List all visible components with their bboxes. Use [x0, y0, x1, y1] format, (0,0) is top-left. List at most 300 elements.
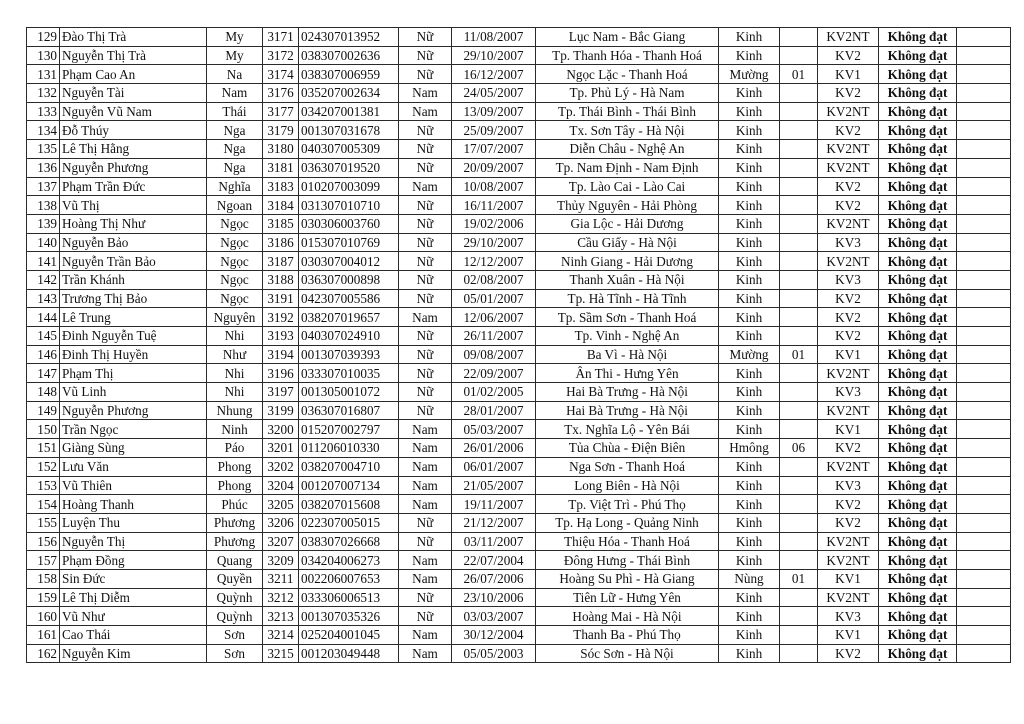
ethnicity-cell: Kinh — [719, 289, 780, 308]
gender-cell: Nữ — [399, 607, 452, 626]
table-row — [27, 457, 1011, 476]
birth-date-cell: 23/10/2006 — [452, 588, 536, 607]
birth-place-cell: Tp. Hạ Long - Quảng Ninh — [536, 513, 719, 532]
result-cell: Không đạt — [879, 252, 957, 271]
gender-cell: Nữ — [399, 140, 452, 159]
birth-place-cell: Tp. Thái Bình - Thái Bình — [536, 102, 719, 121]
result-cell: Không đạt — [879, 345, 957, 364]
birth-date-cell: 02/08/2007 — [452, 270, 536, 289]
area-code-cell: KV2NT — [818, 214, 879, 233]
last-name-cell: Đào Thị Trà — [60, 28, 207, 47]
first-name-cell: Thái — [207, 102, 263, 121]
result-cell: Không đạt — [879, 140, 957, 159]
result-cell: Không đạt — [879, 270, 957, 289]
gender-cell: Nữ — [399, 121, 452, 140]
ethnicity-cell: Kinh — [719, 532, 780, 551]
area-code-cell: KV2 — [818, 644, 879, 663]
gender-cell: Nữ — [399, 327, 452, 346]
id-number-cell: 001307035326 — [299, 607, 399, 626]
id-number-cell: 038307002636 — [299, 46, 399, 65]
last-name-cell: Phạm Đồng — [60, 551, 207, 570]
gender-cell: Nam — [399, 177, 452, 196]
id-number-cell: 038307006959 — [299, 65, 399, 84]
last-name-cell: Luyện Thu — [60, 513, 207, 532]
id-number-cell: 036307016807 — [299, 401, 399, 420]
first-name-cell: Ngọc — [207, 214, 263, 233]
last-name-cell: Đỗ Thúy — [60, 121, 207, 140]
notes-cell — [957, 196, 1011, 215]
ethnicity-cell: Kinh — [719, 308, 780, 327]
table-row — [27, 364, 1011, 383]
ethnicity-cell: Kinh — [719, 420, 780, 439]
first-name-cell: Phong — [207, 476, 263, 495]
notes-cell — [957, 140, 1011, 159]
birth-place-cell: Tp. Nam Định - Nam Định — [536, 158, 719, 177]
birth-date-cell: 06/01/2007 — [452, 457, 536, 476]
priority-code-cell — [780, 196, 818, 215]
first-name-cell: My — [207, 46, 263, 65]
birth-date-cell: 30/12/2004 — [452, 626, 536, 645]
priority-code-cell — [780, 420, 818, 439]
notes-cell — [957, 158, 1011, 177]
birth-date-cell: 19/11/2007 — [452, 495, 536, 514]
notes-cell — [957, 233, 1011, 252]
table-row — [27, 214, 1011, 233]
birth-date-cell: 26/07/2006 — [452, 569, 536, 588]
birth-place-cell: Tp. Sầm Sơn - Thanh Hoá — [536, 308, 719, 327]
notes-cell — [957, 644, 1011, 663]
first-name-cell: Nga — [207, 140, 263, 159]
gender-cell: Nữ — [399, 233, 452, 252]
table-row — [27, 327, 1011, 346]
id-number-cell: 033306006513 — [299, 588, 399, 607]
priority-code-cell — [780, 84, 818, 103]
notes-cell — [957, 65, 1011, 84]
last-name-cell: Trần Ngọc — [60, 420, 207, 439]
table-row — [27, 177, 1011, 196]
result-cell: Không đạt — [879, 644, 957, 663]
first-name-cell: Ngọc — [207, 252, 263, 271]
id-number-cell: 030307004012 — [299, 252, 399, 271]
result-cell: Không đạt — [879, 588, 957, 607]
birth-place-cell: Tp. Hà Tĩnh - Hà Tĩnh — [536, 289, 719, 308]
birth-date-cell: 03/03/2007 — [452, 607, 536, 626]
last-name-cell: Nguyễn Thị Trà — [60, 46, 207, 65]
candidate-rows — [27, 28, 1011, 663]
last-name-cell: Nguyễn Trần Bảo — [60, 252, 207, 271]
priority-code-cell — [780, 551, 818, 570]
id-number-cell: 015307010769 — [299, 233, 399, 252]
candidate-number-cell: 3192 — [263, 308, 299, 327]
notes-cell — [957, 345, 1011, 364]
table-row — [27, 102, 1011, 121]
last-name-cell: Nguyễn Vũ Nam — [60, 102, 207, 121]
candidate-number-cell: 3187 — [263, 252, 299, 271]
ethnicity-cell: Kinh — [719, 46, 780, 65]
priority-code-cell — [780, 476, 818, 495]
candidate-number-cell: 3209 — [263, 551, 299, 570]
id-number-cell: 001307039393 — [299, 345, 399, 364]
id-number-cell: 030306003760 — [299, 214, 399, 233]
ethnicity-cell: Kinh — [719, 495, 780, 514]
notes-cell — [957, 252, 1011, 271]
ethnicity-cell: Kinh — [719, 270, 780, 289]
notes-cell — [957, 607, 1011, 626]
result-cell: Không đạt — [879, 46, 957, 65]
row-number-cell: 154 — [27, 495, 60, 514]
area-code-cell: KV2 — [818, 439, 879, 458]
row-number-cell: 159 — [27, 588, 60, 607]
table-row — [27, 626, 1011, 645]
gender-cell: Nữ — [399, 345, 452, 364]
gender-cell: Nam — [399, 102, 452, 121]
candidate-number-cell: 3196 — [263, 364, 299, 383]
candidate-number-cell: 3211 — [263, 569, 299, 588]
last-name-cell: Hoàng Thị Như — [60, 214, 207, 233]
birth-place-cell: Cầu Giấy - Hà Nội — [536, 233, 719, 252]
last-name-cell: Hoàng Thanh — [60, 495, 207, 514]
first-name-cell: Phong — [207, 457, 263, 476]
area-code-cell: KV3 — [818, 476, 879, 495]
last-name-cell: Cao Thái — [60, 626, 207, 645]
first-name-cell: Nhung — [207, 401, 263, 420]
row-number-cell: 135 — [27, 140, 60, 159]
priority-code-cell — [780, 214, 818, 233]
priority-code-cell — [780, 46, 818, 65]
priority-code-cell — [780, 270, 818, 289]
notes-cell — [957, 626, 1011, 645]
result-cell: Không đạt — [879, 364, 957, 383]
first-name-cell: Sơn — [207, 644, 263, 663]
birth-place-cell: Lục Nam - Bắc Giang — [536, 28, 719, 47]
id-number-cell: 015207002797 — [299, 420, 399, 439]
area-code-cell: KV2 — [818, 289, 879, 308]
first-name-cell: Nhi — [207, 383, 263, 402]
notes-cell — [957, 383, 1011, 402]
table-row — [27, 569, 1011, 588]
birth-place-cell: Thiệu Hóa - Thanh Hoá — [536, 532, 719, 551]
candidate-number-cell: 3188 — [263, 270, 299, 289]
ethnicity-cell: Kinh — [719, 252, 780, 271]
result-cell: Không đạt — [879, 214, 957, 233]
first-name-cell: Ninh — [207, 420, 263, 439]
candidate-number-cell: 3186 — [263, 233, 299, 252]
row-number-cell: 142 — [27, 270, 60, 289]
birth-date-cell: 22/07/2004 — [452, 551, 536, 570]
result-cell: Không đạt — [879, 607, 957, 626]
gender-cell: Nam — [399, 457, 452, 476]
birth-date-cell: 10/08/2007 — [452, 177, 536, 196]
last-name-cell: Nguyễn Bảo — [60, 233, 207, 252]
ethnicity-cell: Kinh — [719, 140, 780, 159]
notes-cell — [957, 457, 1011, 476]
priority-code-cell — [780, 177, 818, 196]
candidate-number-cell: 3180 — [263, 140, 299, 159]
gender-cell: Nữ — [399, 158, 452, 177]
priority-code-cell — [780, 588, 818, 607]
notes-cell — [957, 588, 1011, 607]
birth-date-cell: 16/11/2007 — [452, 196, 536, 215]
notes-cell — [957, 102, 1011, 121]
row-number-cell: 153 — [27, 476, 60, 495]
area-code-cell: KV2 — [818, 327, 879, 346]
area-code-cell: KV2 — [818, 84, 879, 103]
row-number-cell: 145 — [27, 327, 60, 346]
candidate-number-cell: 3212 — [263, 588, 299, 607]
gender-cell: Nữ — [399, 532, 452, 551]
table-row — [27, 158, 1011, 177]
priority-code-cell — [780, 383, 818, 402]
result-cell: Không đạt — [879, 569, 957, 588]
result-cell: Không đạt — [879, 233, 957, 252]
row-number-cell: 162 — [27, 644, 60, 663]
row-number-cell: 150 — [27, 420, 60, 439]
ethnicity-cell: Kinh — [719, 644, 780, 663]
row-number-cell: 143 — [27, 289, 60, 308]
ethnicity-cell: Mường — [719, 65, 780, 84]
last-name-cell: Lê Thị Diễm — [60, 588, 207, 607]
row-number-cell: 134 — [27, 121, 60, 140]
birth-date-cell: 01/02/2005 — [452, 383, 536, 402]
last-name-cell: Đinh Thị Huyền — [60, 345, 207, 364]
notes-cell — [957, 476, 1011, 495]
ethnicity-cell: Kinh — [719, 364, 780, 383]
priority-code-cell: 06 — [780, 439, 818, 458]
id-number-cell: 038307026668 — [299, 532, 399, 551]
area-code-cell: KV3 — [818, 607, 879, 626]
birth-place-cell: Hai Bà Trưng - Hà Nội — [536, 383, 719, 402]
result-cell: Không đạt — [879, 65, 957, 84]
ethnicity-cell: Kinh — [719, 327, 780, 346]
birth-place-cell: Hoàng Su Phì - Hà Giang — [536, 569, 719, 588]
area-code-cell: KV3 — [818, 270, 879, 289]
first-name-cell: Na — [207, 65, 263, 84]
row-number-cell: 137 — [27, 177, 60, 196]
last-name-cell: Giàng Sùng — [60, 439, 207, 458]
first-name-cell: Quỳnh — [207, 607, 263, 626]
area-code-cell: KV1 — [818, 345, 879, 364]
candidate-number-cell: 3183 — [263, 177, 299, 196]
priority-code-cell: 01 — [780, 569, 818, 588]
ethnicity-cell: Kinh — [719, 401, 780, 420]
row-number-cell: 141 — [27, 252, 60, 271]
id-number-cell: 035207002634 — [299, 84, 399, 103]
row-number-cell: 138 — [27, 196, 60, 215]
priority-code-cell: 01 — [780, 65, 818, 84]
birth-date-cell: 03/11/2007 — [452, 532, 536, 551]
priority-code-cell — [780, 644, 818, 663]
area-code-cell: KV2 — [818, 46, 879, 65]
gender-cell: Nữ — [399, 270, 452, 289]
ethnicity-cell: Nùng — [719, 569, 780, 588]
ethnicity-cell: Kinh — [719, 626, 780, 645]
candidate-number-cell: 3193 — [263, 327, 299, 346]
birth-place-cell: Tp. Thanh Hóa - Thanh Hoá — [536, 46, 719, 65]
id-number-cell: 001203049448 — [299, 644, 399, 663]
last-name-cell: Vũ Linh — [60, 383, 207, 402]
result-cell: Không đạt — [879, 439, 957, 458]
candidate-number-cell: 3206 — [263, 513, 299, 532]
first-name-cell: Ngọc — [207, 270, 263, 289]
notes-cell — [957, 364, 1011, 383]
results-sheet — [26, 27, 1011, 663]
gender-cell: Nữ — [399, 46, 452, 65]
first-name-cell: Páo — [207, 439, 263, 458]
first-name-cell: Ngọc — [207, 289, 263, 308]
priority-code-cell — [780, 252, 818, 271]
candidate-number-cell: 3215 — [263, 644, 299, 663]
notes-cell — [957, 270, 1011, 289]
area-code-cell: KV2 — [818, 177, 879, 196]
birth-place-cell: Tp. Lào Cai - Lào Cai — [536, 177, 719, 196]
birth-date-cell: 26/11/2007 — [452, 327, 536, 346]
area-code-cell: KV2 — [818, 121, 879, 140]
birth-place-cell: Tx. Nghĩa Lộ - Yên Bái — [536, 420, 719, 439]
priority-code-cell — [780, 102, 818, 121]
result-cell: Không đạt — [879, 177, 957, 196]
candidate-number-cell: 3201 — [263, 439, 299, 458]
gender-cell: Nữ — [399, 383, 452, 402]
first-name-cell: Ngoan — [207, 196, 263, 215]
row-number-cell: 149 — [27, 401, 60, 420]
birth-date-cell: 12/06/2007 — [452, 308, 536, 327]
result-cell: Không đạt — [879, 102, 957, 121]
area-code-cell: KV3 — [818, 233, 879, 252]
notes-cell — [957, 46, 1011, 65]
table-row — [27, 233, 1011, 252]
area-code-cell: KV2 — [818, 495, 879, 514]
gender-cell: Nam — [399, 420, 452, 439]
candidate-number-cell: 3199 — [263, 401, 299, 420]
notes-cell — [957, 28, 1011, 47]
id-number-cell: 022307005015 — [299, 513, 399, 532]
birth-place-cell: Ân Thi - Hưng Yên — [536, 364, 719, 383]
birth-date-cell: 11/08/2007 — [452, 28, 536, 47]
priority-code-cell: 01 — [780, 345, 818, 364]
table-row — [27, 121, 1011, 140]
birth-date-cell: 17/07/2007 — [452, 140, 536, 159]
result-cell: Không đạt — [879, 513, 957, 532]
table-row — [27, 140, 1011, 159]
birth-place-cell: Ngọc Lặc - Thanh Hoá — [536, 65, 719, 84]
ethnicity-cell: Kinh — [719, 196, 780, 215]
birth-date-cell: 21/12/2007 — [452, 513, 536, 532]
candidate-table — [26, 27, 1011, 663]
notes-cell — [957, 308, 1011, 327]
birth-place-cell: Nga Sơn - Thanh Hoá — [536, 457, 719, 476]
gender-cell: Nam — [399, 644, 452, 663]
result-cell: Không đạt — [879, 457, 957, 476]
last-name-cell: Nguyễn Thị — [60, 532, 207, 551]
id-number-cell: 034207001381 — [299, 102, 399, 121]
candidate-number-cell: 3207 — [263, 532, 299, 551]
birth-place-cell: Diễn Châu - Nghệ An — [536, 140, 719, 159]
birth-date-cell: 12/12/2007 — [452, 252, 536, 271]
gender-cell: Nữ — [399, 65, 452, 84]
notes-cell — [957, 327, 1011, 346]
birth-date-cell: 13/09/2007 — [452, 102, 536, 121]
id-number-cell: 042307005586 — [299, 289, 399, 308]
area-code-cell: KV2NT — [818, 532, 879, 551]
row-number-cell: 144 — [27, 308, 60, 327]
area-code-cell: KV2NT — [818, 401, 879, 420]
notes-cell — [957, 214, 1011, 233]
notes-cell — [957, 289, 1011, 308]
table-row — [27, 46, 1011, 65]
row-number-cell: 129 — [27, 28, 60, 47]
last-name-cell: Vũ Thiên — [60, 476, 207, 495]
first-name-cell: Nhi — [207, 327, 263, 346]
area-code-cell: KV2NT — [818, 457, 879, 476]
area-code-cell: KV1 — [818, 420, 879, 439]
area-code-cell: KV2NT — [818, 364, 879, 383]
id-number-cell: 038207019657 — [299, 308, 399, 327]
id-number-cell: 010207003099 — [299, 177, 399, 196]
priority-code-cell — [780, 158, 818, 177]
priority-code-cell — [780, 327, 818, 346]
gender-cell: Nữ — [399, 196, 452, 215]
table-row — [27, 308, 1011, 327]
priority-code-cell — [780, 401, 818, 420]
birth-place-cell: Ninh Giang - Hải Dương — [536, 252, 719, 271]
table-row — [27, 65, 1011, 84]
notes-cell — [957, 495, 1011, 514]
birth-date-cell: 29/10/2007 — [452, 233, 536, 252]
birth-date-cell: 26/01/2006 — [452, 439, 536, 458]
gender-cell: Nữ — [399, 214, 452, 233]
result-cell: Không đạt — [879, 551, 957, 570]
first-name-cell: Quỳnh — [207, 588, 263, 607]
birth-place-cell: Thanh Xuân - Hà Nội — [536, 270, 719, 289]
candidate-number-cell: 3204 — [263, 476, 299, 495]
row-number-cell: 160 — [27, 607, 60, 626]
id-number-cell: 038207004710 — [299, 457, 399, 476]
gender-cell: Nữ — [399, 401, 452, 420]
candidate-number-cell: 3181 — [263, 158, 299, 177]
gender-cell: Nam — [399, 476, 452, 495]
table-row — [27, 588, 1011, 607]
first-name-cell: Phương — [207, 532, 263, 551]
first-name-cell: Ngọc — [207, 233, 263, 252]
table-row — [27, 270, 1011, 289]
result-cell: Không đạt — [879, 383, 957, 402]
id-number-cell: 040307024910 — [299, 327, 399, 346]
birth-place-cell: Thanh Ba - Phú Thọ — [536, 626, 719, 645]
table-row — [27, 644, 1011, 663]
birth-place-cell: Hai Bà Trưng - Hà Nội — [536, 401, 719, 420]
last-name-cell: Lê Trung — [60, 308, 207, 327]
first-name-cell: Nhi — [207, 364, 263, 383]
birth-date-cell: 28/01/2007 — [452, 401, 536, 420]
result-cell: Không đạt — [879, 626, 957, 645]
table-row — [27, 84, 1011, 103]
candidate-number-cell: 3174 — [263, 65, 299, 84]
table-row — [27, 383, 1011, 402]
row-number-cell: 136 — [27, 158, 60, 177]
ethnicity-cell: Kinh — [719, 607, 780, 626]
gender-cell: Nữ — [399, 252, 452, 271]
notes-cell — [957, 569, 1011, 588]
table-row — [27, 252, 1011, 271]
priority-code-cell — [780, 532, 818, 551]
last-name-cell: Nguyễn Phương — [60, 158, 207, 177]
ethnicity-cell: Kinh — [719, 476, 780, 495]
candidate-number-cell: 3205 — [263, 495, 299, 514]
first-name-cell: Quyền — [207, 569, 263, 588]
id-number-cell: 031307010710 — [299, 196, 399, 215]
row-number-cell: 148 — [27, 383, 60, 402]
notes-cell — [957, 84, 1011, 103]
